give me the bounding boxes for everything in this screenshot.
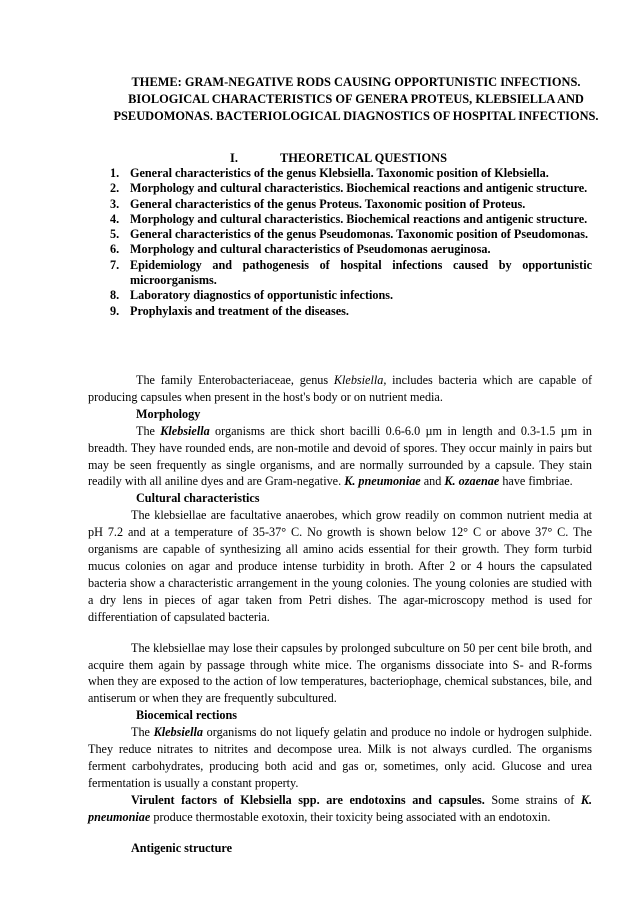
morphology-paragraph: The Klebsiella organisms are thick short bacilli 0.6-6.0 µm in length and 0.3-1.5 µm in breadth. They have rounded ends, are non-motile and devoid of spores. They occur mainly in pairs but may be seen frequently as single organisms, and are normally surrounded by a capsule. They stain readily with all aniline dyes and are Gram-negative. K. pneumoniae and K. ozaenae have fimbriae. <box>88 423 592 489</box>
section-numeral: I. <box>230 151 238 165</box>
section-heading <box>230 150 490 166</box>
question-item <box>110 166 592 181</box>
biochemical-heading: Biocemical rections <box>136 708 237 723</box>
virulence-paragraph: Virulent factors of Klebsiella spp. are endotoxins and capsules. Some strains of K. pneumoniae produce thermostable exotoxin, their toxicity being associated with an endotoxin. <box>88 792 592 824</box>
question-text: General characteristics of the genus Proteus. Taxonomic position of Proteus. <box>130 196 526 211</box>
question-item <box>110 197 592 212</box>
question-number: 4. <box>110 211 120 226</box>
question-number: 7. <box>110 257 120 272</box>
biochemical-paragraph: The Klebsiella organisms do not liquefy gelatin and produce no indole or hydrogen sulphide. They reduce nitrates to nitrites and decompose urea. Milk is not always curdled. The organisms ferment carbohydrates, producing both acid and gas or, sometimes, only acid. Glucose and urea fermentation is usually a constant property. <box>88 725 593 790</box>
genus-name: Klebsiella <box>153 725 204 740</box>
question-number: 2. <box>110 181 120 196</box>
section-label: THEORETICAL QUESTIONS <box>280 151 447 165</box>
cultural-heading: Cultural characteristics <box>136 491 260 506</box>
question-number: 5. <box>110 227 120 242</box>
question-item <box>110 304 592 319</box>
virulence-lead: Virulent factors of Klebsiella spp. are endotoxins and capsules. <box>131 792 485 807</box>
question-text: Morphology and cultural characteristics. Biochemical reactions and antigenic structure. <box>130 181 588 196</box>
question-text: General characteristics of the genus Pseudomonas. Taxonomic position of Pseudomonas. <box>130 227 589 242</box>
question-text: Morphology and cultural characteristics of Pseudomonas aeruginosa. <box>130 242 491 257</box>
question-item <box>110 242 592 257</box>
species-name: K. ozaenae <box>444 474 500 489</box>
question-number: 6. <box>110 242 120 257</box>
question-text: General characteristics of the genus Klebsiella. Taxonomic position of Klebsiella. <box>130 166 549 180</box>
question-text: Prophylaxis and treatment of the diseases. <box>130 303 349 318</box>
antigenic-heading: Antigenic structure <box>131 840 232 855</box>
cultural-paragraph-2: The klebsiellae may lose their capsules by prolonged subculture on 50 per cent bile broth, and acquire them again by passage through white mice. The organisms dissociate into S- and R-forms when they are exposed to the action of low temperatures, bacteriophage, chemical substances, bile, and antiserum or when they are frequently subcultured. <box>88 640 592 706</box>
document-body <box>88 372 592 856</box>
morphology-heading: Morphology <box>136 406 201 421</box>
question-item <box>110 181 592 196</box>
question-text: Morphology and cultural characteristics. Biochemical reactions and antigenic structure. <box>130 211 588 226</box>
question-text: Laboratory diagnostics of opportunistic infections. <box>130 288 394 303</box>
genus-name: Klebsiella, <box>333 373 387 387</box>
question-text: Epidemiology and pathogenesis of hospital infections caused by opportunistic microorganisms. <box>130 257 592 288</box>
cultural-paragraph-1: The klebsiellae are facultative anaerobes, which grow readily on common nutrient media at pH 7.2 and at a temperature of 35-37° C. No growth is shown below 12° C or above 37° C. The organisms are capable of synthesizing all amino acids essential for their growth. They form turbid mucus colonies on agar and produce intense turbidity in broth. After 2 or 4 hours the capsulated bacteria show a characteristic arrangement in the young colonies. The young colonies are studied with a dry lens in pieces of agar taken from Petri dishes. The agar-microscopy method is used for differentiation of capsulated bacteria. <box>88 508 592 624</box>
theoretical-questions-list <box>110 166 592 319</box>
question-number: 3. <box>110 196 120 211</box>
genus-name: Klebsiella <box>160 423 210 438</box>
intro-paragraph: The family Enterobacteriaceae, genus Klebsiella, includes bacteria which are capable of producing capsules when present in the host's body or on nutrient media. <box>88 373 593 404</box>
question-number: 1. <box>110 166 120 180</box>
document-title: THEME: GRAM-NEGATIVE RODS CAUSING OPPORTUNISTIC INFECTIONS. BIOLOGICAL CHARACTERISTICS OF GENERA PROTEUS, KLEBSIELLA AND PSEUDOMONAS. BACTERIOLOGICAL DIAGNOSTICS OF HOSPITAL INFECTIONS. <box>113 75 599 123</box>
species-name: K. pneumoniae <box>344 474 421 489</box>
question-number: 9. <box>110 303 120 318</box>
question-item <box>110 212 592 227</box>
species-name: K. pneumoniae <box>88 792 592 824</box>
question-item <box>110 227 592 242</box>
question-item <box>110 288 592 303</box>
question-item <box>110 258 592 289</box>
question-number: 8. <box>110 288 120 303</box>
